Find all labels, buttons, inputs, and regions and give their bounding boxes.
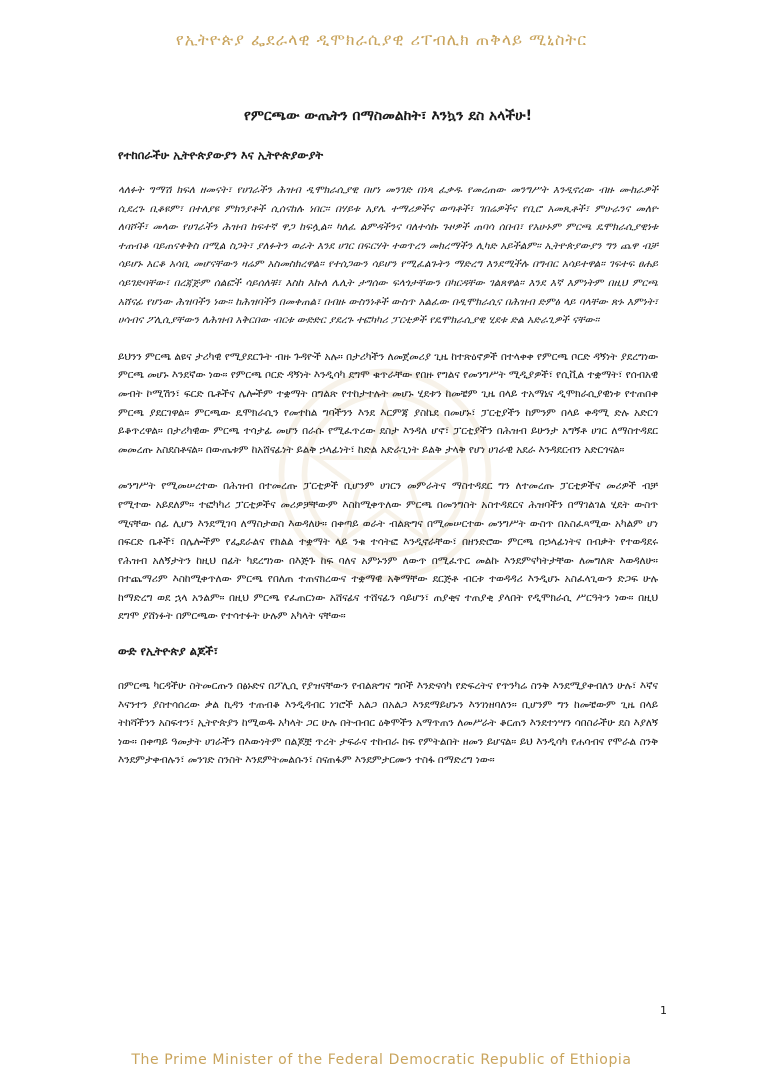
letterhead-title: የኢትዮጵያ ፌደራላዊ ዲሞክራሲያዊ ሪፐብሊክ ጠቅላይ ሚኒስትር: [175, 30, 588, 49]
paragraph-3: መንግሥት የሚመሠረተው በሕዝብ በተመረጡ ፓርቲዎች ቢሆንም ሀገርን መምራትና ማስተዳደር ግን ለተመረጡ ፓርቲዎችና መሪዎች ብቻ የሚተው አይደለም። ተፎካካሪ ፓርቲዎችና መሪዎቻቸውም እስከሚቀጥለው ምርጫ በመንግስት አስተዳደርና ሕዝባችን በማገልገል ሂደት ውስጥ ሚናቸው ሰፊ ሊሆን እንደሚገባ ለማስታወስ እወዳለሁ። በቀጣይ ወራት ብልጽግና በሚመሠርተው መንግሥት ውስጥ በአስፈጻሚው አካልም ሆነ በፍርድ ቤቶች፣ በሌሎችም የፌደራልና የክልል ተቋማት ላይ ንቁ ተሳትፎ እንዲኖራቸው፣ በዘንድሮው ምርጫ በኃላፊነትና በብቃት የተወዳደሩ የሕዝብ አለኝታትን ከዚህ በፊት ካደረግነው በእጅጉ ከፍ ባለና አምኑንም ለውጥ በሚፈጥር መልኩ እንደምናካትታቸው ለመግለጽ እወዳለሁ። በተጨማሪም እስከሚቀጥለው ምርጫ የበለጠ ተጠናክረውና ተቋማዊ አቅማቸው ደርጅቶ ብርቱ ተወዳዳሪ እንዲሆኑ አስፈላጊውን ድጋፍ ሁሉ ከማድረግ ወደ ኋላ አንልም። በዚህ ምርጫ የፈጠርነው አሸናፊና ተሸናፊን ሳይሆን፣ ጠያቂና ተጠያቂ ያላበት የዲሞክራሲ ሥርዓትን ነው። በዚህ ደግሞ ያሸነፉት በምርጫው የተሳተፉት ሁሉም አካላት ናቸው።: [118, 480, 658, 623]
document-title: የምርጫው ውጤትን በማስመልከት፣ እንኳን ደስ አላችሁ!: [243, 108, 532, 124]
page-number: 1: [660, 1004, 667, 1017]
footer-title: The Prime Minister of the Federal Democratic Republic of Ethiopia: [131, 1052, 632, 1068]
paragraph-1: ላለፉት ግማሽ ክፍለ ዘመናት፣ የሀገራችን ሕዝብ ዲሞክራሲያዊ በሆነ መንገድ በነጻ ፈቃዱ የመረጠው መንግሥት እንዲኖረው ብዙ ሙከራዎች ሲደረጉ ቢቆዩም፣ በተለያዩ ምክንያቶች ሲሰናከሉ ነበር። በሃይቱ አያሌ ተማሪዎችና ወጣቶች፣ ገበሬዎችና የቢሮ አመጺቶች፣ ምሁራንና መለዮ ለባሾች፣ መላው የሀገራችን ሕዝብ ከፍተኛ ዋጋ ከፍሏል። ካለፈ ልምዳችንና ባለተሳኩ ጉዞዎች ጠባሳ ሰበብ፣ የአሁኑም ምርጫ ዴሞክራሲያዊነቱ ተጠብቆ ባይጠናቀቅስ በሚል ስጋት፣ ያለፉትን ወራት እንደ ሀገር በፍርሃት ተወጥረን መክረማችን ሊካድ አይችልም። ኢትዮጵያውያን ግን ጨዋ ብቻ ሳይሆኑ አርቆ አሳቢ መሆናቸውን ዛሬም አስመስክረዋል። የተሰጋውን ሳይሆን የሚፈልጉትን ማድረግ እንደሚችሉ በግብር አሳይተዋል። ገፍተፍ ፀሐይ ሳይገድባቸው፣ በረጃጅም ሰልፎች ሳይሰለቹ፣ እስከ እኩለ ሌሊት ታግሰው ፍላጎታቸውን በካርዳቸው ገልጸዋል። እንደ እኛ እምነትም በዚህ ምርጫ አሸናፊ የሆነው ሕዝባችን ነው። ከሕዝባችን በመቀጠል፣ በብዙ ውስንነቶች ውስጥ አልፈው በዲሞክራሲና በሕዝብ ድምፅ ላይ ባላቸው ጽኑ እምነት፣ ሀሳብና ፖሊሲያቸውን ለሕዝብ አቅርበው ብርቱ ውድድር ያደረጉ ተፎካካሪ ፓርቲዎች የዴሞክራሲያዊ ሂደቱ ድል አድራጊዎች ናቸው።: [118, 184, 658, 327]
salutation-citizens: የተከበራችሁ ኢትዮጵያውያን እና ኢትዮጵያውያት: [118, 148, 324, 162]
paragraph-4: በምርጫ ካርዳችሁ ስትመርጡን በፅኑድና በፖሊሲ የያዝናቸውን የብልጽግና ግቦች እንድናሳካ የድፍረትና የጥንካሬ ስንቅ እንደሚያቀብለን ሁሉ፣ እኛና እናንተን ያስተሳሰረው ቃል ኪዳን ተጠብቆ እንዲዳብር ነገሮች አልጋ በአልጋ እንደማይሆኑን እንገነዘባለን። ቢሆንም ግን ከመቼውም ጊዜ በላይ ትከሻችንን አስፍተን፣ ኢትዮጵያን ከሚወዱ አካላት ጋር ሁሉ በትብብር ዕቅሞችን አማጥጠን ለመሥራት ቆርጠን እንደተነሣን ሳበስራችሁ ደስ እያለኝ ነው። በቀጣይ ዓመታት ሀገራችን በእውነትም በልጆቿ ጥረት ታፍራና ተከብራ ከፍ የምትልበት ዘመን ይሆናል። ይህ እንዲሳካ የሐሳብና የሞራል ስንቅ እንደምታቀብሉን፣ መንገድ ስንስት እንደምትመልሱን፣ ስናጠፋም እንደምታርሙን ተስፋ በማድረግ ነው።: [118, 680, 658, 767]
document-body: [118, 108, 658, 788]
salutation-children: ውድ የኢትዮጵያ ልጆች፣: [118, 644, 219, 659]
paragraph-2: ይህንን ምርጫ ልዩና ታሪካዊ የሚያደርጉት ብዙ ጉዳዮች አሉ። በታሪካችን ለመጀመሪያ ጊዜ ከተጽዕኖዎች በተላቀቀ የምርጫ ቦርድ ዳኝነት ያደረግነው ምርጫ መሆኑ እንደኛው ነው። የምርጫ ቦርድ ዳኝነት እንዲሳካ ደግሞ ቁጥራቸው የበዙ የግልና የመንግሥት ሚዲያዎች፣ የሲቪል ተቋማት፣ የሰብአዊ መብት ኮሚሽን፣ ፍርድ ቤቶችና ሌሎችም ተቋማት በግልጽ የተከታተሉት መሆኑ ሂደቱን ከመቼም ጊዜ በላይ ተአማኒና ዲሞክራሲያዊነቱ የተጠበቀ ምርጫ ያደርገዋል። ምርጫው ዴሞክራሲን የመተከል ግባችንን እንደ እርምጃ ያስኬደ በመሆኑ፣ ፓርቲያችን ከምንም በላይ ቀዳሚ ድሉ አድርጎ ይቆጥረዋል። በታሪካዊው ምርጫ ተሳታፊ መሆን በራሱ የሚፈጥረው ደስታ እንዳለ ሆኖ፣ ፓርቲያችን በሕዝብ ይሁንታ አግኝቶ ሀገር ለማስተዳደር መመረጡ አስደስቶናል። በውጤቱም ከአሸናፊነት ይልቅ ኃላፊነት፣ ከድል አድራጊነት ይልቅ ታላቅ የሆነ ሀገራዊ አደራ እንዳደርብን አድርጎናል።: [118, 350, 658, 456]
